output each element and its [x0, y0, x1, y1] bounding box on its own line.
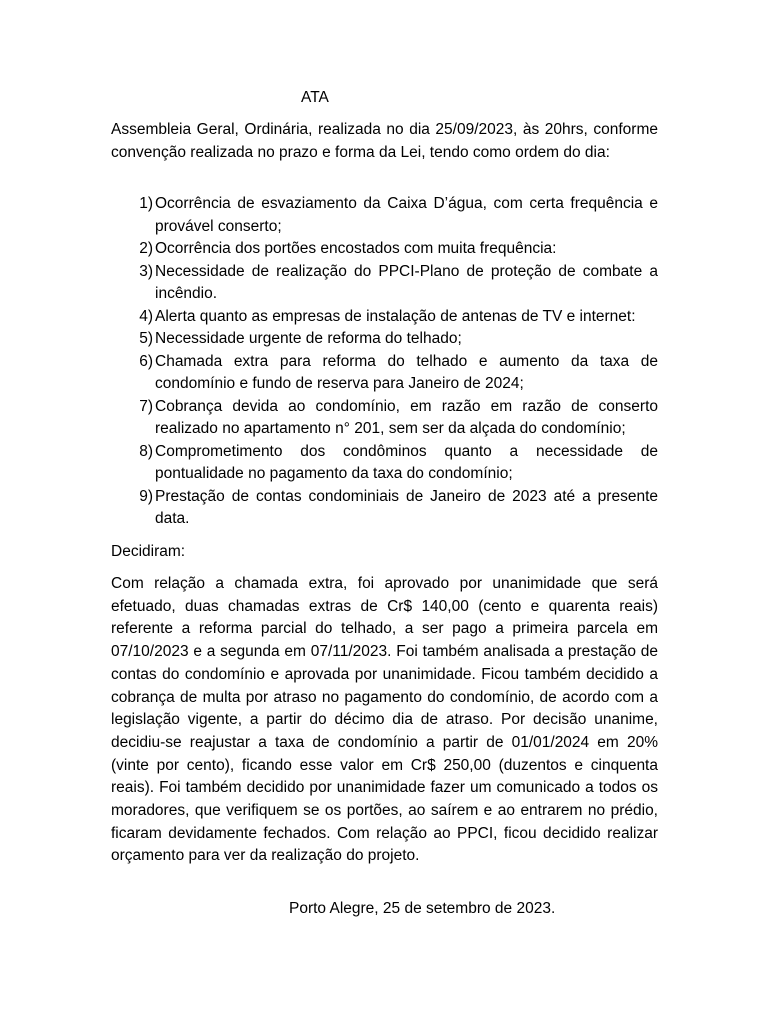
agenda-item-number: 2)	[139, 240, 153, 257]
agenda-list	[111, 193, 658, 531]
agenda-item-text: Chamada extra para reforma do telhado e aumento da taxa de condomínio e fundo de reserva para Janeiro de 2024;	[155, 352, 658, 392]
agenda-item-number: 7)	[139, 397, 153, 415]
agenda-item-number: 8)	[139, 442, 153, 460]
agenda-item	[111, 193, 658, 238]
document-title: ATA	[301, 89, 329, 106]
agenda-item-text: Ocorrência de esvaziamento da Caixa D’água, com certa frequência e provável conserto;	[155, 195, 658, 235]
agenda-item-number: 1)	[139, 195, 153, 212]
agenda-item-text: Necessidade de realização do PPCI-Plano de proteção de combate a incêndio.	[155, 262, 658, 302]
agenda-item	[111, 396, 658, 441]
agenda-item-text: Alerta quanto as empresas de instalação de antenas de TV e internet:	[155, 307, 636, 325]
intro-paragraph: Assembleia Geral, Ordinária, realizada no dia 25/09/2023, às 20hrs, conforme convenção realizada no prazo e forma da Lei, tendo como ordem do dia:	[111, 121, 658, 161]
agenda-item	[111, 351, 658, 396]
agenda-item-text: Ocorrência dos portões encostados com muita frequência:	[155, 240, 557, 257]
decided-heading: Decidiram:	[111, 543, 186, 560]
agenda-item-number: 9)	[139, 487, 153, 505]
decision-paragraph: Com relação a chamada extra, foi aprovado por unanimidade que será efetuado, duas chamadas extras de Cr$ 140,00 (cento e quarenta reais) referente a reforma parcial do telhado, a ser pago a primeira parcela em 07/10/2023 e a segunda em 07/11/2023. Foi também analisada a prestação de contas do condomínio e aprovada por unanimidade. Ficou também decidido a cobrança de multa por atraso no pagamento do condomínio, de acordo com a legislação vigente, a partir do décimo dia de atraso. Por decisão unanime, decidiu-se reajustar a taxa de condomínio a partir de 01/01/2024 em 20% (vinte por cento), ficando esse valor em Cr$ 250,00 (duzentos e cinquenta reais). Foi também decidido por unanimidade fazer um comunicado a todos os moradores, que verifiquem se os portões, ao saírem e ao entrarem no prédio, ficaram devidamente fechados. Com relação ao PPCI, ficou decidido realizar orçamento para ver da realização do projeto.	[111, 575, 658, 865]
agenda-item-number: 6)	[139, 352, 153, 370]
agenda-item-number: 3)	[139, 262, 153, 280]
agenda-item	[111, 441, 658, 486]
agenda-item	[111, 328, 658, 351]
agenda-item-text: Cobrança devida ao condomínio, em razão em razão de conserto realizado no apartamento n° 201, sem ser da alçada do condomínio;	[155, 397, 658, 437]
agenda-item	[111, 306, 658, 329]
agenda-item-number: 5)	[139, 330, 153, 347]
place-date-closing: Porto Alegre, 25 de setembro de 2023.	[289, 900, 556, 917]
agenda-item-text: Necessidade urgente de reforma do telhado;	[155, 330, 462, 347]
agenda-item	[111, 238, 658, 261]
agenda-item-text: Prestação de contas condominiais de Janeiro de 2023 até a presente data.	[155, 487, 658, 527]
agenda-item-number: 4)	[139, 307, 153, 325]
agenda-item	[111, 261, 658, 306]
agenda-item	[111, 486, 658, 531]
agenda-item-text: Comprometimento dos condôminos quanto a necessidade de pontualidade no pagamento da taxa do condomínio;	[155, 442, 658, 482]
